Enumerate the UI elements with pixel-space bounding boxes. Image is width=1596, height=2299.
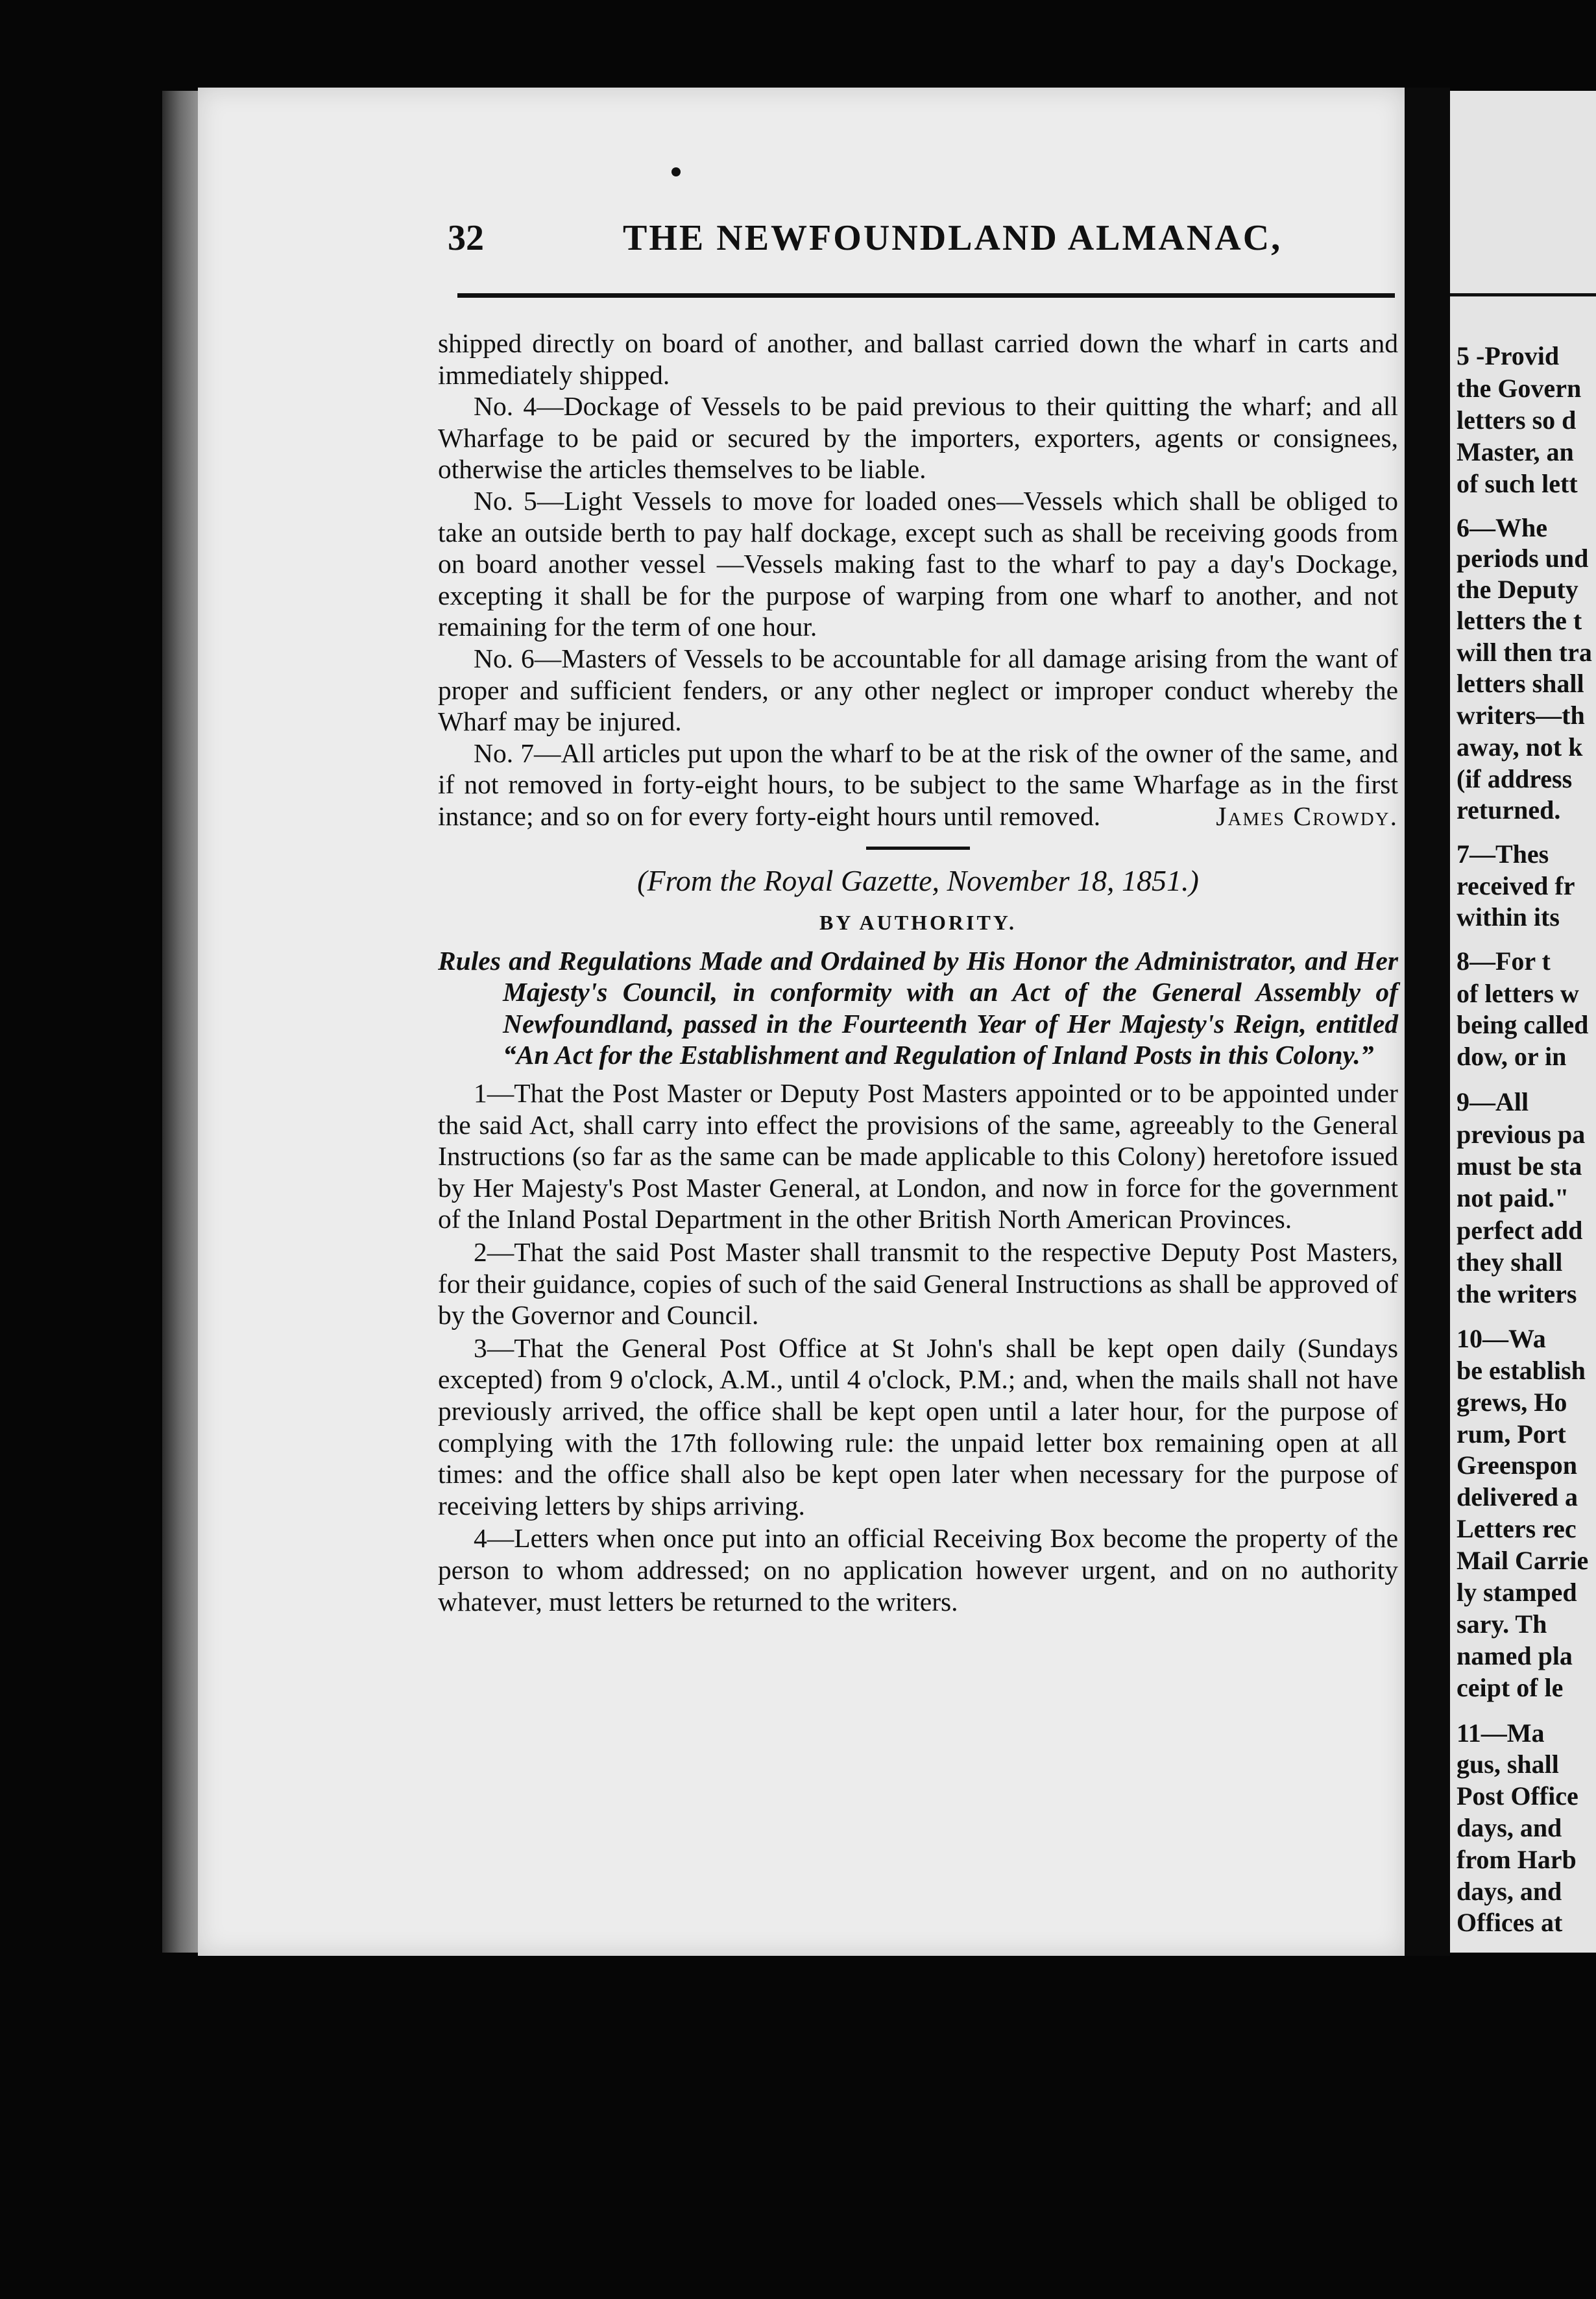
page-divider: [1405, 88, 1450, 1956]
right-page-line: they shall: [1457, 1247, 1563, 1277]
rules-title: Rules and Regulations Made and Ordained by His Honor the Administrator, and Her Majesty's Council, in conformity with an Act of the General Assembly of Newfoundland, passed in the Fourteenth Year of Her Majesty's Reign, entitled “An Act for the Establishment and Regulation of Inland Posts in this Colony.”: [438, 945, 1398, 1070]
paragraph-with-signature: [438, 738, 1398, 832]
book-gutter: [162, 91, 201, 1953]
right-header-rule: [1450, 293, 1596, 296]
right-page-line: within its: [1457, 902, 1560, 932]
right-page-line: 7—Thes: [1457, 839, 1549, 869]
right-page-line: periods und: [1457, 544, 1589, 573]
right-page-line: Offices at: [1457, 1908, 1563, 1937]
right-page-line: the Govern: [1457, 374, 1582, 403]
rule-1: 1—That the Post Master or Deputy Post Masters appointed or to be appointed under the said Act, shall carry into effect the provisions of the same, agreeably to the General Instructions (so far as the same can be made applicable to this Colony) heretofore issued by Her Majesty's Post Master General, at London, and now in force for the government of the Inland Postal Department in the other British North American Provinces.: [438, 1078, 1398, 1234]
right-page-line: be establish: [1457, 1356, 1586, 1385]
right-page-line: ceipt of le: [1457, 1673, 1564, 1702]
right-page-line: ly stamped: [1457, 1578, 1577, 1607]
right-page: [1450, 91, 1596, 1953]
right-page-line: letters the t: [1457, 606, 1582, 635]
right-page-line: Post Office: [1457, 1781, 1578, 1811]
right-page-line: of letters w: [1457, 979, 1579, 1008]
right-page-line: the writers: [1457, 1279, 1577, 1308]
right-page-line: gus, shall: [1457, 1750, 1559, 1779]
right-page-line: of such lett: [1457, 469, 1578, 498]
right-page-line: Mail Carrie: [1457, 1546, 1589, 1575]
source-line: (From the Royal Gazette, November 18, 1851.): [637, 863, 1199, 897]
right-page-line: will then tra: [1457, 638, 1592, 667]
right-page-line: named pla: [1457, 1641, 1573, 1670]
right-page-line: dow, or in: [1457, 1042, 1567, 1071]
right-page-line: 5 -Provid: [1457, 341, 1560, 370]
running-title: THE NEWFOUNDLAND ALMANAC,: [623, 218, 1283, 258]
paragraph-text: No. 7—All articles put upon the wharf to be at the risk of the owner of the same, and if not removed in forty-eight hours, to be subject to the same Wharfage as in the first instance; and so on for every forty-eight hours until removed.: [438, 738, 1398, 831]
right-page-line: 10—Wa: [1457, 1324, 1546, 1353]
right-page-line: sary. Th: [1457, 1609, 1547, 1639]
page-header: [448, 217, 1395, 269]
header-rule: [457, 293, 1395, 298]
right-page-line: letters so d: [1457, 405, 1577, 435]
section-divider: [866, 847, 970, 850]
right-page-line: grews, Ho: [1457, 1388, 1567, 1417]
paragraph: No. 5—Light Vessels to move for loaded ones—Vessels which shall be obliged to take an outside berth to pay half dockage, except such as shall be receiving goods from on board another vessel —Vessels making fast to the wharf to pay a day's Dockage, excepting it shall be for the purpose of warping from one wharf to another, and not remaining for the term of one hour.: [438, 485, 1398, 642]
right-page-line: must be sta: [1457, 1151, 1582, 1181]
ink-dot: [671, 167, 681, 176]
right-page-line: perfect add: [1457, 1216, 1583, 1245]
right-page-line: days, and: [1457, 1877, 1562, 1906]
paragraph: No. 4—Dockage of Vessels to be paid previous to their quitting the wharf; and all Wharfage to be paid or secured by the importers, exporters, agents or consignees, otherwise the articles themselves to be liable.: [438, 391, 1398, 485]
right-page-line: previous pa: [1457, 1120, 1586, 1149]
right-page-line: Letters rec: [1457, 1514, 1577, 1543]
right-page-line: (if address: [1457, 764, 1573, 793]
right-page-line: away, not k: [1457, 732, 1583, 762]
right-page-line: letters shall: [1457, 669, 1584, 698]
right-page-line: Master, an: [1457, 437, 1574, 466]
rule-3: 3—That the General Post Office at St John's shall be kept open daily (Sundays excepted) from 9 o'clock, A.M., until 4 o'clock, P.M.; and, when the mails shall not have previously arrived, the office shall be kept open until a later hour, for the purpose of complying with the 17th following rule: the unpaid letter box remaining open at all times: and the office shall also be kept open later when necessary for the purpose of receiving letters by ships arriving.: [438, 1332, 1398, 1521]
right-page-line: 6—Whe: [1457, 513, 1547, 542]
authority-heading: BY AUTHORITY.: [819, 911, 1017, 935]
right-page-line: 9—All: [1457, 1087, 1529, 1116]
paragraph: shipped directly on board of another, and ballast carried down the wharf in carts and immediately shipped.: [438, 328, 1398, 390]
page-body: [438, 328, 1398, 1617]
paragraph: No. 6—Masters of Vessels to be accountable for all damage arising from the want of proper and sufficient fenders, or any other neglect or improper conduct whereby the Wharf may be injured.: [438, 643, 1398, 737]
right-page-line: days, and: [1457, 1813, 1562, 1842]
right-page-line: not paid.": [1457, 1183, 1569, 1212]
right-page-line: rum, Port: [1457, 1419, 1566, 1449]
right-page-line: delivered a: [1457, 1482, 1578, 1511]
page-number: 32: [448, 218, 484, 258]
right-page-line: the Deputy: [1457, 575, 1578, 604]
right-page-line: being called: [1457, 1010, 1589, 1039]
signature: James Crowdy.: [1216, 800, 1398, 831]
right-page-line: 8—For t: [1457, 946, 1551, 976]
right-page-line: Greenspon: [1457, 1450, 1577, 1480]
right-page-line: 11—Ma: [1457, 1718, 1545, 1748]
rule-4: 4—Letters when once put into an official Receiving Box become the property of the person to whom addressed; on no application however urgent, and on no authority whatever, must letters be returned to the writers.: [438, 1523, 1398, 1617]
rule-2: 2—That the said Post Master shall transmit to the respective Deputy Post Masters, for their guidance, copies of such of the said General Instructions as shall be approved of by the Governor and Council.: [438, 1237, 1398, 1330]
right-page-line: from Harb: [1457, 1845, 1577, 1874]
right-page-line: received fr: [1457, 871, 1575, 900]
right-page-line: writers—th: [1457, 701, 1585, 730]
right-page-line: returned.: [1457, 795, 1561, 825]
